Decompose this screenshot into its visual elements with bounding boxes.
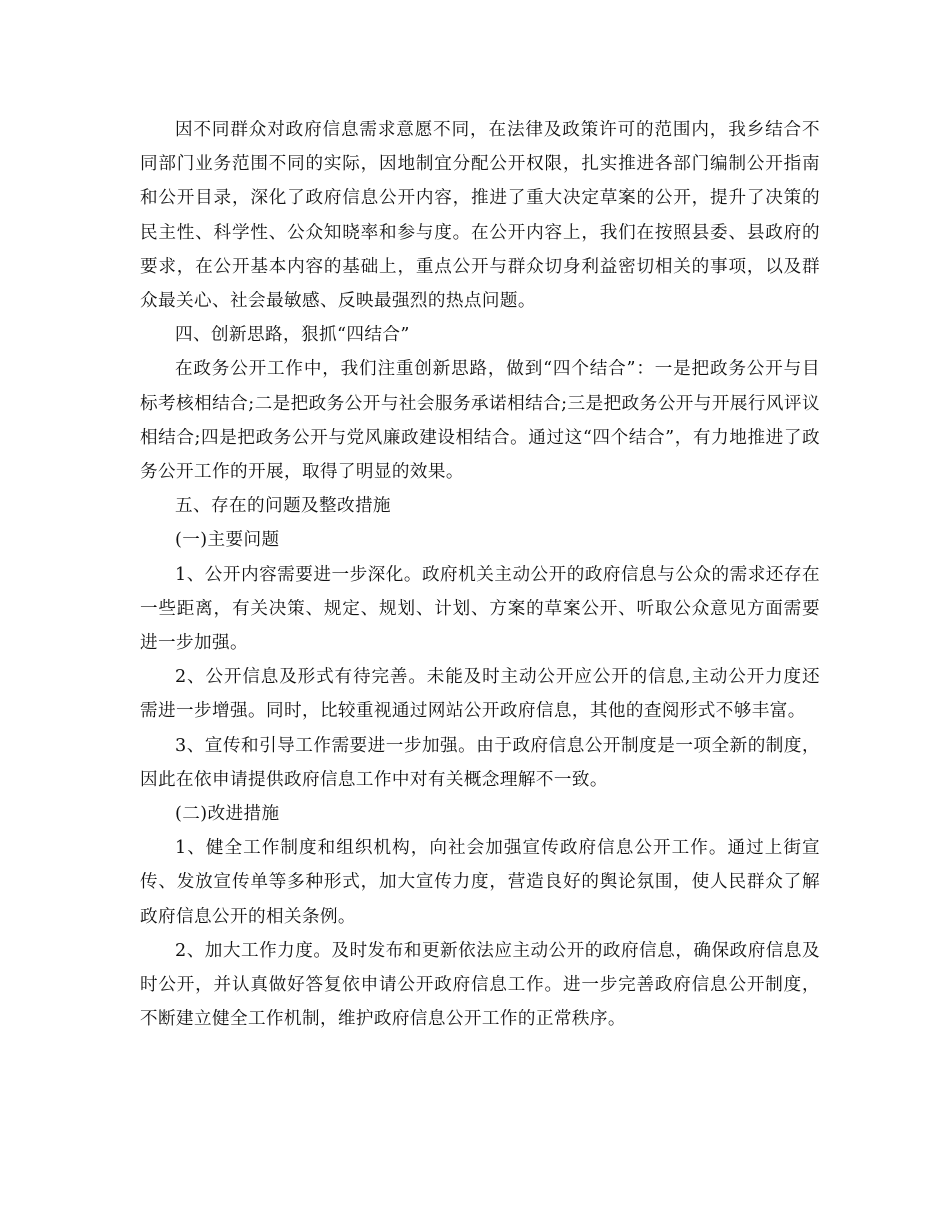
paragraph-public-scope: 因不同群众对政府信息需求意愿不同，在法律及政策许可的范围内，我乡结合不同部门业务范围不同的实际，因地制宜分配公开权限，扎实推进各部门编制公开指南和公开目录，深化了政府信息公开内容，推进了重大决定草案的公开，提升了决策的民主性、科学性、公众知晓率和参与度。在公开内容上，我们在按照县委、县政府的要求，在公开基本内容的基础上，重点公开与群众切身利益密切相关的事项，以及群众最关心、社会最敏感、反映最强烈的热点问题。 [140, 120, 820, 312]
document-body [140, 113, 820, 1036]
measure-item-2: 2、加大工作力度。及时发布和更新依法应主动公开的政府信息，确保政府信息及时公开，并认真做好答复依申请公开政府信息工作。进一步完善政府信息公开制度，不断建立健全工作机制，维护政府信息公开工作的正常秩序。 [140, 940, 820, 1030]
heading-section-four: 四、创新思路，狠抓“四结合” [175, 325, 410, 346]
paragraph-four-combinations: 在政务公开工作中，我们注重创新思路，做到“四个结合”：一是把政务公开与目标考核相结合;二是把政务公开与社会服务承诺相结合;三是把政务公开与开展行风评议相结合;四是把政务公开与党风廉政建设相结合。通过这“四个结合”，有力地推进了政务公开工作的开展，取得了明显的效果。 [140, 359, 820, 483]
subheading-improvement-measures: (二)改进措施 [175, 804, 280, 825]
problem-item-2: 2、公开信息及形式有待完善。未能及时主动公开应公开的信息,主动公开力度还需进一步增强。同时，比较重视通过网站公开政府信息，其他的查阅形式不够丰富。 [140, 667, 820, 722]
subheading-main-problems: (一)主要问题 [175, 530, 280, 551]
problem-item-3: 3、宣传和引导工作需要进一步加强。由于政府信息公开制度是一项全新的制度，因此在依申请提供政府信息工作中对有关概念理解不一致。 [140, 735, 820, 790]
problem-item-1: 1、公开内容需要进一步深化。政府机关主动公开的政府信息与公众的需求还存在一些距离，有关决策、规定、规划、计划、方案的草案公开、听取公众意见方面需要进一步加强。 [140, 564, 820, 654]
measure-item-1: 1、健全工作制度和组织机构，向社会加强宣传政府信息公开工作。通过上街宣传、发放宣传单等多种形式，加大宣传力度，营造良好的舆论氛围，使人民群众了解政府信息公开的相关条例。 [140, 838, 820, 927]
heading-section-five: 五、存在的问题及整改措施 [175, 496, 391, 517]
